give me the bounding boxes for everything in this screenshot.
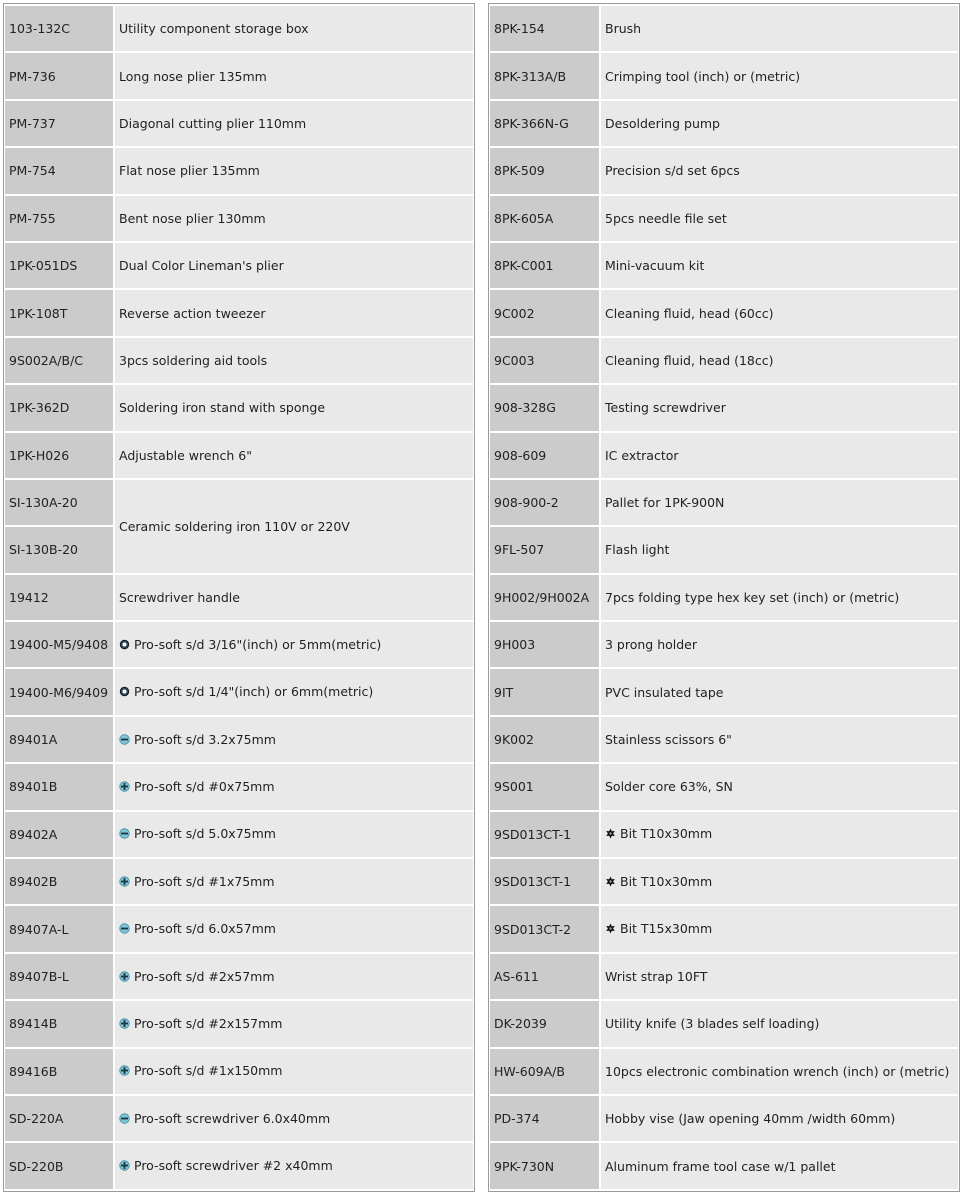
part-description-text: 5pcs needle file set (605, 210, 727, 226)
part-description-text: Stainless scissors 6" (605, 732, 732, 748)
table-row (5, 243, 473, 288)
table-row (5, 669, 473, 714)
part-description-text: Ceramic soldering iron 110V or 220V (119, 518, 350, 534)
phillips-icon (119, 1159, 130, 1174)
part-description-text: Pro-soft s/d #2x57mm (134, 968, 275, 984)
table-row (490, 6, 958, 51)
part-number: 1PK-108T (5, 290, 113, 335)
part-number: 908-328G (490, 385, 599, 430)
table-row (5, 196, 473, 241)
part-number: 19400-M5/9408 (5, 622, 113, 667)
part-description (599, 1001, 958, 1046)
part-description (599, 338, 958, 383)
part-number: AS-611 (490, 954, 599, 999)
part-description (599, 290, 958, 335)
part-description-text: Flat nose plier 135mm (119, 163, 260, 179)
table-row (5, 6, 473, 51)
part-number: 9C003 (490, 338, 599, 383)
part-description (113, 669, 473, 714)
part-description (113, 53, 473, 98)
part-number: 89401B (5, 764, 113, 809)
part-description (599, 527, 958, 572)
part-description (113, 1143, 473, 1188)
part-number: SI-130A-20 (5, 480, 113, 525)
part-number: 89416B (5, 1049, 113, 1094)
part-description-text: Soldering iron stand with sponge (119, 400, 326, 416)
part-description (599, 433, 958, 478)
slotted-icon (119, 922, 130, 937)
part-description-text: Bit T15x30mm (620, 921, 713, 937)
part-description-text: Pro-soft s/d 5.0x75mm (134, 826, 276, 842)
torx-icon (605, 922, 616, 937)
part-description-text: Pro-soft s/d 3.2x75mm (134, 731, 276, 747)
part-description (113, 385, 473, 430)
part-number: 8PK-154 (490, 6, 599, 51)
table-row (5, 433, 473, 478)
table-row (490, 1096, 958, 1141)
part-number: 9K002 (490, 717, 599, 762)
part-description (599, 6, 958, 51)
part-description (599, 1143, 958, 1188)
part-number: 908-900-2 (490, 480, 599, 525)
table-row (5, 53, 473, 98)
part-description (113, 954, 473, 999)
part-number: 9C002 (490, 290, 599, 335)
part-description (599, 243, 958, 288)
table-row (490, 101, 958, 146)
part-description (599, 1096, 958, 1141)
part-number: 9PK-730N (490, 1143, 599, 1188)
part-description (113, 906, 473, 951)
part-number: 103-132C (5, 6, 113, 51)
part-description-text: Pro-soft s/d 3/16"(inch) or 5mm(metric) (134, 636, 382, 652)
part-description (113, 717, 473, 762)
part-description-text: Crimping tool (inch) or (metric) (605, 68, 801, 84)
table-row (490, 385, 958, 430)
table-row (5, 717, 473, 762)
part-description (599, 906, 958, 951)
part-description (113, 1096, 473, 1141)
part-description (599, 101, 958, 146)
table-row (490, 575, 958, 620)
table-row (5, 906, 473, 951)
right-parts-table (490, 4, 958, 1191)
part-description (599, 954, 958, 999)
table-row (490, 196, 958, 241)
part-number: 89407B-L (5, 954, 113, 999)
table-row (5, 338, 473, 383)
part-number: 89402A (5, 812, 113, 857)
part-description (113, 859, 473, 904)
part-description-text: Cleaning fluid, head (60cc) (605, 305, 774, 321)
table-row (490, 527, 958, 572)
table-row (490, 859, 958, 904)
part-description-text: Bent nose plier 130mm (119, 210, 266, 226)
part-description-text: Long nose plier 135mm (119, 68, 267, 84)
part-number: 9FL-507 (490, 527, 599, 572)
part-description (599, 859, 958, 904)
part-description-text: Flash light (605, 542, 670, 558)
part-description-text: Adjustable wrench 6" (119, 447, 252, 463)
phillips-icon (119, 780, 130, 795)
part-description (113, 101, 473, 146)
part-number: 9S002A/B/C (5, 338, 113, 383)
right-parts-panel (488, 3, 960, 1192)
part-description-text: Reverse action tweezer (119, 305, 266, 321)
part-description (599, 717, 958, 762)
table-row (490, 764, 958, 809)
part-number: 89414B (5, 1001, 113, 1046)
table-row (5, 480, 473, 525)
part-number: PM-754 (5, 148, 113, 193)
part-description-text: Brush (605, 21, 642, 37)
torx-icon (605, 875, 616, 890)
ring-icon (119, 685, 130, 700)
part-description (113, 148, 473, 193)
table-row (490, 148, 958, 193)
table-row (5, 1096, 473, 1141)
slotted-icon (119, 1112, 130, 1127)
table-row (5, 148, 473, 193)
part-description-text: Pro-soft s/d #1x75mm (134, 873, 275, 889)
table-row (5, 575, 473, 620)
part-description-text: Mini-vacuum kit (605, 258, 705, 274)
part-number: 1PK-362D (5, 385, 113, 430)
table-row (5, 954, 473, 999)
table-row (5, 1001, 473, 1046)
part-description (113, 622, 473, 667)
table-row (490, 1143, 958, 1188)
part-description-text: Pro-soft screwdriver 6.0x40mm (134, 1110, 331, 1126)
table-row (490, 622, 958, 667)
part-description (599, 1049, 958, 1094)
table-row (490, 906, 958, 951)
part-description (599, 148, 958, 193)
part-description (113, 1049, 473, 1094)
part-number: 908-609 (490, 433, 599, 478)
part-description (113, 1001, 473, 1046)
part-description (113, 290, 473, 335)
part-description (599, 196, 958, 241)
part-description-text: Pro-soft screwdriver #2 x40mm (134, 1158, 333, 1174)
part-number: SI-130B-20 (5, 527, 113, 572)
table-row (5, 101, 473, 146)
part-description-text: Pro-soft s/d 6.0x57mm (134, 921, 276, 937)
part-description (599, 669, 958, 714)
table-row (5, 1143, 473, 1188)
part-description-text: Utility knife (3 blades self loading) (605, 1016, 820, 1032)
left-parts-panel (3, 3, 475, 1192)
part-number: PM-755 (5, 196, 113, 241)
part-description-text: Pallet for 1PK-900N (605, 495, 725, 511)
part-description-text: 3pcs soldering aid tools (119, 352, 268, 368)
part-number: 9SD013CT-1 (490, 859, 599, 904)
part-number: 1PK-051DS (5, 243, 113, 288)
torx-icon (605, 827, 616, 842)
phillips-icon (119, 1017, 130, 1032)
part-description-text: IC extractor (605, 447, 679, 463)
part-description (599, 53, 958, 98)
part-description-text: PVC insulated tape (605, 684, 724, 700)
table-row (5, 290, 473, 335)
part-description-text: Wrist strap 10FT (605, 969, 708, 984)
part-description-text: Precision s/d set 6pcs (605, 163, 740, 179)
part-number: 8PK-605A (490, 196, 599, 241)
part-number: 8PK-366N-G (490, 101, 599, 146)
part-number: 89402B (5, 859, 113, 904)
part-description (113, 433, 473, 478)
slotted-icon (119, 733, 130, 748)
part-description-text: Utility component storage box (119, 21, 309, 37)
part-number: 1PK-H026 (5, 433, 113, 478)
table-row (490, 1049, 958, 1094)
part-description-text: Pro-soft s/d 1/4"(inch) or 6mm(metric) (134, 684, 374, 700)
part-description-text: Desoldering pump (605, 115, 720, 131)
part-description-text: Diagonal cutting plier 110mm (119, 115, 307, 131)
part-number: 9H002/9H002A (490, 575, 599, 620)
part-number: 9SD013CT-2 (490, 906, 599, 951)
part-number: 9SD013CT-1 (490, 812, 599, 857)
part-number: PM-736 (5, 53, 113, 98)
part-number: SD-220B (5, 1143, 113, 1188)
part-number: HW-609A/B (490, 1049, 599, 1094)
part-description-text: 10pcs electronic combination wrench (inch) or (metric) (605, 1063, 950, 1079)
part-number: 19412 (5, 575, 113, 620)
part-description-text: Pro-soft s/d #1x150mm (134, 1063, 283, 1079)
table-row (5, 1049, 473, 1094)
part-description-text: Bit T10x30mm (620, 873, 713, 889)
phillips-icon (119, 1064, 130, 1079)
table-row (5, 812, 473, 857)
left-parts-table (5, 4, 473, 1191)
part-description-text: Testing screwdriver (605, 400, 726, 416)
part-description-text: 7pcs folding type hex key set (inch) or (metric) (605, 589, 900, 605)
part-description (599, 812, 958, 857)
table-row (490, 338, 958, 383)
table-row (490, 954, 958, 999)
part-description-text: Dual Color Lineman's plier (119, 258, 284, 274)
table-row (5, 385, 473, 430)
part-number: DK-2039 (490, 1001, 599, 1046)
table-row (490, 717, 958, 762)
part-number: PD-374 (490, 1096, 599, 1141)
part-description (599, 622, 958, 667)
part-number: 9IT (490, 669, 599, 714)
part-number: 89401A (5, 717, 113, 762)
part-description (599, 480, 958, 525)
part-description (599, 385, 958, 430)
part-description (599, 575, 958, 620)
table-row (490, 243, 958, 288)
phillips-icon (119, 875, 130, 890)
table-row (490, 53, 958, 98)
part-description-text: 3 prong holder (605, 637, 698, 653)
part-description (113, 575, 473, 620)
part-description (113, 338, 473, 383)
table-row (5, 764, 473, 809)
part-number: 8PK-509 (490, 148, 599, 193)
part-number: 8PK-313A/B (490, 53, 599, 98)
table-row (490, 290, 958, 335)
part-description-text: Hobby vise (Jaw opening 40mm /width 60mm) (605, 1111, 896, 1127)
part-number: 9H003 (490, 622, 599, 667)
table-row (490, 812, 958, 857)
ring-icon (119, 638, 130, 653)
part-description-text: Solder core 63%, SN (605, 779, 733, 795)
part-number: 8PK-C001 (490, 243, 599, 288)
part-description (113, 243, 473, 288)
part-number: 19400-M6/9409 (5, 669, 113, 714)
part-description (113, 6, 473, 51)
table-row (490, 433, 958, 478)
part-description (113, 480, 473, 573)
part-description-text: Screwdriver handle (119, 589, 240, 605)
part-description (113, 196, 473, 241)
part-description-text: Cleaning fluid, head (18cc) (605, 352, 774, 368)
part-description-text: Bit T10x30mm (620, 826, 713, 842)
part-number: 9S001 (490, 764, 599, 809)
table-row (490, 480, 958, 525)
part-description-text: Pro-soft s/d #0x75mm (134, 778, 275, 794)
table-row (490, 1001, 958, 1046)
table-row (5, 622, 473, 667)
part-number: PM-737 (5, 101, 113, 146)
phillips-icon (119, 970, 130, 985)
slotted-icon (119, 827, 130, 842)
table-row (5, 859, 473, 904)
part-number: 89407A-L (5, 906, 113, 951)
part-description-text: Aluminum frame tool case w/1 pallet (605, 1158, 836, 1174)
part-description-text: Pro-soft s/d #2x157mm (134, 1015, 283, 1031)
part-number: SD-220A (5, 1096, 113, 1141)
table-row (490, 669, 958, 714)
part-description (113, 764, 473, 809)
part-description (599, 764, 958, 809)
part-description (113, 812, 473, 857)
